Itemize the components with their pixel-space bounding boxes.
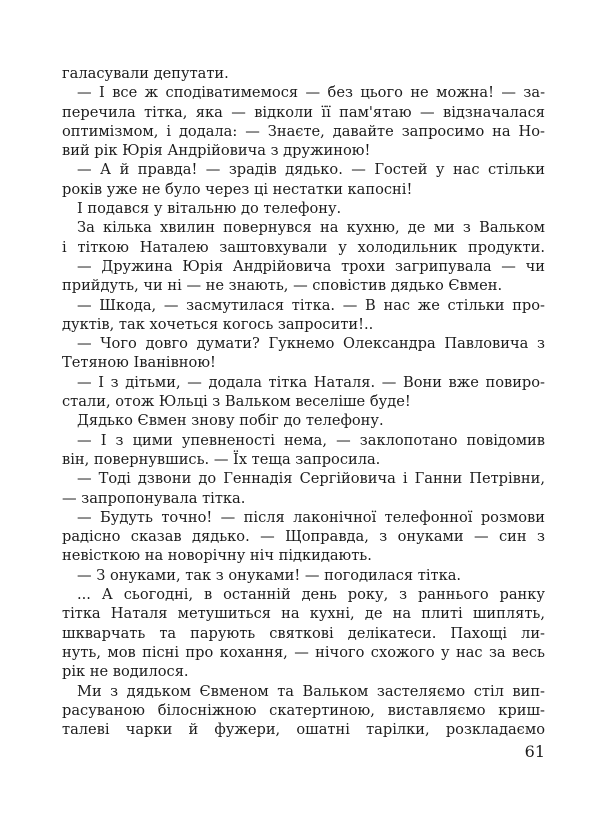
text-line: тітка Наталя метушиться на кухні, де на плиті шиплять, xyxy=(62,605,545,623)
page-number: 61 xyxy=(524,742,545,761)
text-line: — Дружина Юрія Андрійовича трохи загрипувала — чи xyxy=(77,257,545,275)
text-line: — І все ж сподіватимемося — без цього не можна! — за- xyxy=(77,84,545,102)
text-line: І подався у вітальню до телефону. xyxy=(77,200,342,218)
text-line: — Тоді дзвони до Геннадія Сергійовича і Ганни Петрівни, xyxy=(77,470,545,488)
text-line: галасували депутати. xyxy=(62,65,229,82)
text-line: расуваною білосніжною скатертиною, виставляємо криш- xyxy=(62,701,545,719)
text-line: Тетяною Іванівною! xyxy=(62,354,216,372)
text-line: рік не водилося. xyxy=(62,663,189,681)
text-line: — Чого довго думати? Гукнемо Олександра Павловича з xyxy=(77,335,545,353)
page-text xyxy=(62,64,545,739)
text-line: стали, отож Юльці з Вальком веселіше буде! xyxy=(62,393,411,411)
text-line: — І з дітьми, — додала тітка Наталя. — Вони вже повиро- xyxy=(77,373,545,391)
text-line: — А й правда! — зрадів дядько. — Гостей у нас стільки xyxy=(77,161,545,179)
text-line: років уже не було через ці нестатки капосні! xyxy=(62,180,413,198)
text-line: перечила тітка, яка — відколи її пам'ятаю — відзначалася xyxy=(62,103,545,121)
text-line: ... А сьогодні, в останній день року, з раннього ранку xyxy=(77,586,545,604)
text-line: талеві чарки й фужери, ошатні тарілки, розкладаємо xyxy=(62,721,545,739)
text-line: оптимізмом, і додала: — Знаєте, давайте запросимо на Но- xyxy=(62,122,545,140)
text-line: прийдуть, чи ні — не знають, — сповістив дядько Євмен. xyxy=(62,277,503,295)
text-line: він, повернувшись. — Їх теща запросила. xyxy=(62,450,381,468)
text-line: вий рік Юрія Андрійовича з дружиною! xyxy=(62,142,371,160)
text-line: невісткою на новорічну ніч підкидають. xyxy=(62,547,372,565)
text-line: — Будуть точно! — після лаконічної телефонної розмови xyxy=(77,508,545,526)
text-line: — З онуками, так з онуками! — погодилася тітка. xyxy=(77,566,462,584)
text-line: дуктів, так хочеться когось запросити!.. xyxy=(62,315,374,333)
text-line: нуть, мов пісні про кохання, — нічого схожого у нас за весь xyxy=(62,643,545,661)
text-line: Ми з дядьком Євменом та Вальком застеляємо стіл вип- xyxy=(77,682,545,700)
text-line: радісно сказав дядько. — Щоправда, з онуками — син з xyxy=(62,528,545,546)
text-line: — Шкода, — засмутилася тітка. — В нас же стільки про- xyxy=(77,296,545,314)
text-line: — запропонувала тітка. xyxy=(62,489,246,507)
text-line: За кілька хвилин повернувся на кухню, де ми з Вальком xyxy=(77,219,545,237)
text-line: і тіткою Наталею заштовхували у холодильник продукти. xyxy=(62,238,545,256)
text-line: шкварчать та парують святкові делікатеси. Пахощі ли- xyxy=(62,624,545,642)
text-line: — І з цими упевненості нема, — заклопотано повідомив xyxy=(77,431,545,449)
text-line: Дядько Євмен знову побіг до телефону. xyxy=(77,412,384,430)
